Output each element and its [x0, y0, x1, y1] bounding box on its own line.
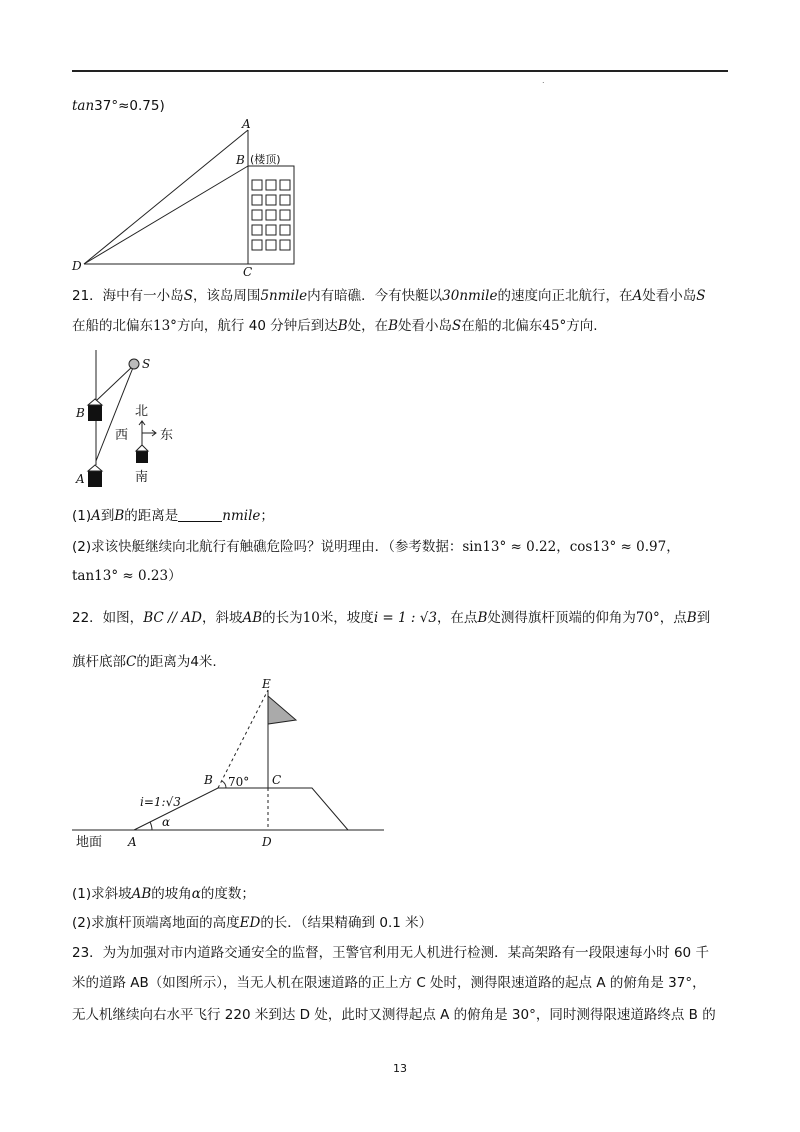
figure-building: [72, 118, 312, 278]
building-window: [266, 210, 276, 220]
q20-tail: tan37°≈0.75): [72, 98, 165, 114]
page-number: 13: [393, 1062, 407, 1075]
q21-sub1: (1)A到B的距离是 nmile；: [72, 508, 274, 524]
label-c: C: [243, 265, 253, 279]
angle-arc-70: [222, 781, 226, 788]
q21-sub2-line2: tan13° ≈ 0.23）: [72, 568, 182, 584]
label-roof: (楼顶): [250, 153, 281, 166]
header-rule: [72, 70, 728, 72]
q21-sub2: (2)求该快艇继续向北航行有触礁危险吗？说明理由．（参考数据：sin13° ≈ 0.22，cos13° ≈ 0.97，: [72, 539, 680, 555]
sight-line-be: [218, 690, 268, 788]
building-window: [266, 225, 276, 235]
line-da: [84, 130, 248, 264]
label-alpha: α: [162, 815, 171, 829]
building-window: [266, 180, 276, 190]
building-window: [266, 240, 276, 250]
label-b: B: [236, 153, 245, 167]
island-s: [129, 359, 139, 369]
compass-east: 东: [160, 428, 174, 443]
q21-line1: 21．海中有一小岛S，该岛周围5nmile内有暗礁．今有快艇以30nmile的速度向正北航行，在A处看小岛S: [72, 288, 706, 304]
building-window: [280, 240, 290, 250]
q23-line3: 无人机继续向右水平飞行 220 米到达 D 处，此时又测得起点 A 的俯角是 30°，同时测得限速道路终点 B 的: [72, 1007, 716, 1023]
boat-a: [88, 471, 102, 487]
q23-line2: 米的道路 AB（如图所示），当无人机在限速道路的正上方 C 处时，测得限速道路的起点 A 的俯角是 37°，: [72, 975, 706, 991]
answer-blank[interactable]: [178, 507, 222, 522]
q22-line2: 旗杆底部C的距离为4米.: [72, 654, 217, 670]
q22-sub1: (1)求斜坡AB的坡角α的度数；: [72, 886, 255, 902]
label-a: A: [76, 472, 85, 486]
label-b: B: [76, 406, 85, 420]
label-d: D: [72, 259, 82, 273]
figure-flagpole: [72, 676, 392, 856]
compass-south: 南: [135, 470, 149, 485]
label-e: E: [262, 677, 271, 691]
label-c: C: [272, 773, 282, 787]
angle-arc-alpha: [150, 822, 152, 830]
label-a: A: [242, 117, 251, 131]
header-dot: .: [542, 76, 545, 85]
building-window: [252, 195, 262, 205]
compass-north: 北: [135, 404, 149, 419]
label-a: A: [128, 835, 137, 849]
building: [248, 166, 294, 264]
building-window: [252, 240, 262, 250]
figure-island: [72, 345, 232, 495]
label-angle: 70°: [228, 775, 250, 789]
building-window: [280, 225, 290, 235]
label-slope: i=1:√3: [140, 795, 181, 809]
q22-sub2: (2)求旗杆顶端离地面的高度ED的长．（结果精确到 0.1 米）: [72, 915, 433, 931]
building-window: [280, 180, 290, 190]
q22-line1: 22．如图，BC // AD，斜坡AB的长为10米，坡度i = 1 : √3，在点B处测得旗杆顶端的仰角为70°，点B到: [72, 610, 711, 626]
compass-west: 西: [115, 428, 129, 443]
label-s: S: [142, 357, 151, 371]
compass-block: [136, 451, 148, 463]
label-ground: 地面: [76, 835, 103, 850]
line-bs: [96, 365, 134, 401]
line-db: [84, 166, 248, 264]
building-window: [266, 195, 276, 205]
building-window: [280, 195, 290, 205]
flag: [268, 696, 296, 724]
q21-line2: 在船的北偏东13°方向，航行 40 分钟后到达B处，在B处看小岛S在船的北偏东45°方向.: [72, 318, 598, 334]
building-window: [252, 225, 262, 235]
q23-line1: 23．为为加强对市内道路交通安全的监督，王警官利用无人机进行检测．某高架路有一段限速每小时 60 千: [72, 945, 709, 961]
building-window: [252, 210, 262, 220]
label-b: B: [204, 773, 213, 787]
label-d: D: [262, 835, 272, 849]
boat-b: [88, 405, 102, 421]
building-window: [252, 180, 262, 190]
building-window: [280, 210, 290, 220]
